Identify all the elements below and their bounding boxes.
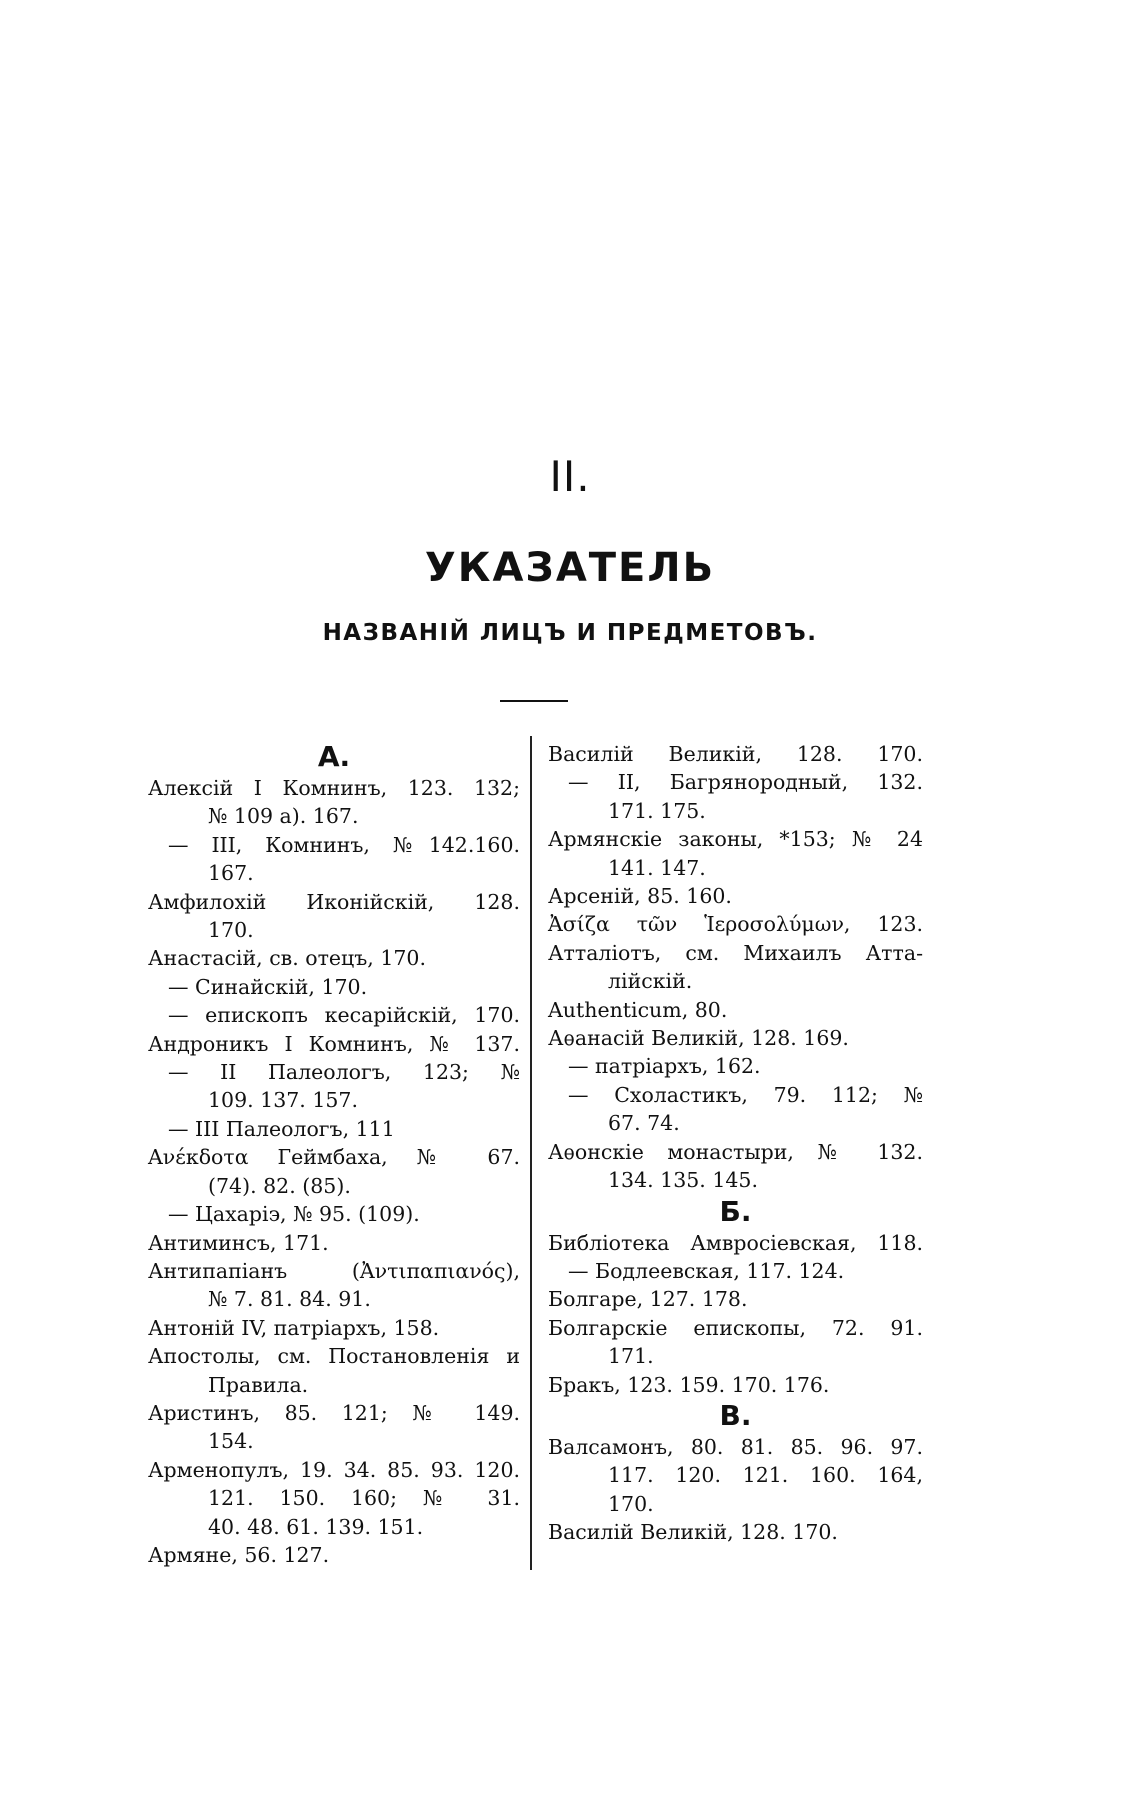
index-entry-continuation: 141. 147. (608, 855, 706, 880)
index-entry: Апостолы, см. Постановленія и (148, 1344, 520, 1369)
index-subentry: — III, Комнинъ, №142.160. (168, 832, 520, 857)
index-entry-continuation: (74). 82. (85). (208, 1173, 351, 1198)
index-entry-continuation: 117. 120. 121. 160. 164, (608, 1463, 923, 1488)
letter-heading-v: В. (719, 1398, 752, 1432)
index-entry: Анастасій, св. отецъ, 170. (148, 946, 426, 971)
index-entry: Василій Великій, 128. 170. (548, 1520, 838, 1545)
index-entry: Арсеній, 85. 160. (548, 884, 732, 909)
index-subentry: — Схоластикъ, 79. 112; № (568, 1082, 923, 1107)
index-entry-continuation: 67. 74. (608, 1111, 680, 1136)
index-entry-continuation: 171. (608, 1344, 654, 1369)
index-entry: Библіотека Амвросіевская, 118. (548, 1230, 923, 1255)
index-subentry: — II Палеологъ, 123; № (168, 1060, 520, 1085)
index-entry-continuation: 154. (208, 1429, 254, 1454)
index-entry-continuation: 171. 175. (608, 798, 706, 823)
index-entry-continuation: № 7. 81. 84. 91. (208, 1287, 371, 1312)
index-entry: Аѳонскіе монастыри, № 132. (548, 1139, 923, 1164)
index-entry: Аристинъ, 85. 121; № 149. (148, 1400, 520, 1425)
index-entry-continuation: 40. 48. 61. 139. 151. (208, 1514, 424, 1539)
section-number: II. (549, 452, 591, 501)
index-entry: Болгаре, 127. 178. (548, 1287, 748, 1312)
column-divider (530, 736, 532, 1570)
index-entry: Бракъ, 123. 159. 170. 176. (548, 1372, 830, 1397)
index-entry: Болгарскіе епископы, 72. 91. (548, 1315, 923, 1340)
page-title: УКАЗАТЕЛЬ (424, 545, 716, 591)
index-entry: Армянскіе законы, *153; № 24 (548, 827, 923, 852)
index-entry-continuation: 134. 135. 145. (608, 1168, 758, 1193)
index-entry: Валсамонъ, 80. 81. 85. 96. 97. (548, 1434, 923, 1459)
index-subentry: — II, Багрянородный, 132. (568, 770, 923, 795)
index-entry: Андроникъ I Комнинъ, № 137. (148, 1031, 520, 1056)
letter-heading-b: Б. (719, 1194, 752, 1228)
title-rule (500, 700, 568, 702)
index-entry: Аѳанасій Великій, 128. 169. (548, 1026, 849, 1051)
index-subentry: — епископъ кесарійскій, 170. (168, 1003, 520, 1028)
index-entry: Василій Великій, 128. 170. (548, 742, 923, 766)
index-entry-continuation: лійскій. (608, 969, 693, 994)
letter-heading-a: А. (317, 740, 351, 773)
index-entry: Антиминсъ, 171. (148, 1230, 329, 1255)
index-entry-continuation: 170. (608, 1491, 654, 1516)
index-subentry: — Синайскій, 170. (168, 974, 368, 999)
index-subentry: — Цахаріэ, № 95. (109). (168, 1202, 420, 1227)
index-entry-continuation: № 109 а). 167. (208, 804, 359, 829)
index-entry-continuation: 167. (208, 861, 254, 886)
index-entry: Армяне, 56. 127. (148, 1542, 330, 1567)
page-subtitle: НАЗВАНІЙ ЛИЦЪ И ПРЕДМЕТОВЪ. (322, 620, 818, 646)
index-column-left (148, 740, 520, 1569)
index-entry-continuation: 170. (208, 918, 254, 943)
index-entry: Арменопулъ, 19. 34. 85. 93. 120. (148, 1457, 520, 1482)
index-subentry: — III Палеологъ, 111 (168, 1116, 395, 1141)
index-entry: Амфилохій Иконійскій, 128. (148, 889, 520, 914)
index-entry: Ἀσίζα τῶν Ἱεροσολύμων, 123. (548, 912, 923, 937)
index-entry-continuation: 121. 150. 160; № 31. (208, 1486, 520, 1511)
index-subentry: — патріархъ, 162. (568, 1054, 761, 1079)
index-entry-continuation: 109. 137. 157. (208, 1088, 358, 1113)
index-entry: Алексій I Комнинъ, 123. 132; (148, 776, 520, 800)
index-entry: Атталіотъ, см. Михаилъ Атта- (548, 940, 923, 965)
index-subentry: — Бодлеевская, 117. 124. (568, 1258, 845, 1283)
index-entry: Ανέκδοτα Геймбаха, № 67. (148, 1145, 520, 1170)
index-entry: Антоній IV, патріархъ, 158. (148, 1315, 440, 1340)
index-entry: Authenticum, 80. (548, 997, 728, 1022)
index-column-right (548, 740, 923, 1547)
index-entry: Антипапіанъ (Ἀντιπαπιανός), (148, 1258, 520, 1283)
index-entry-continuation: Правила. (208, 1372, 309, 1397)
